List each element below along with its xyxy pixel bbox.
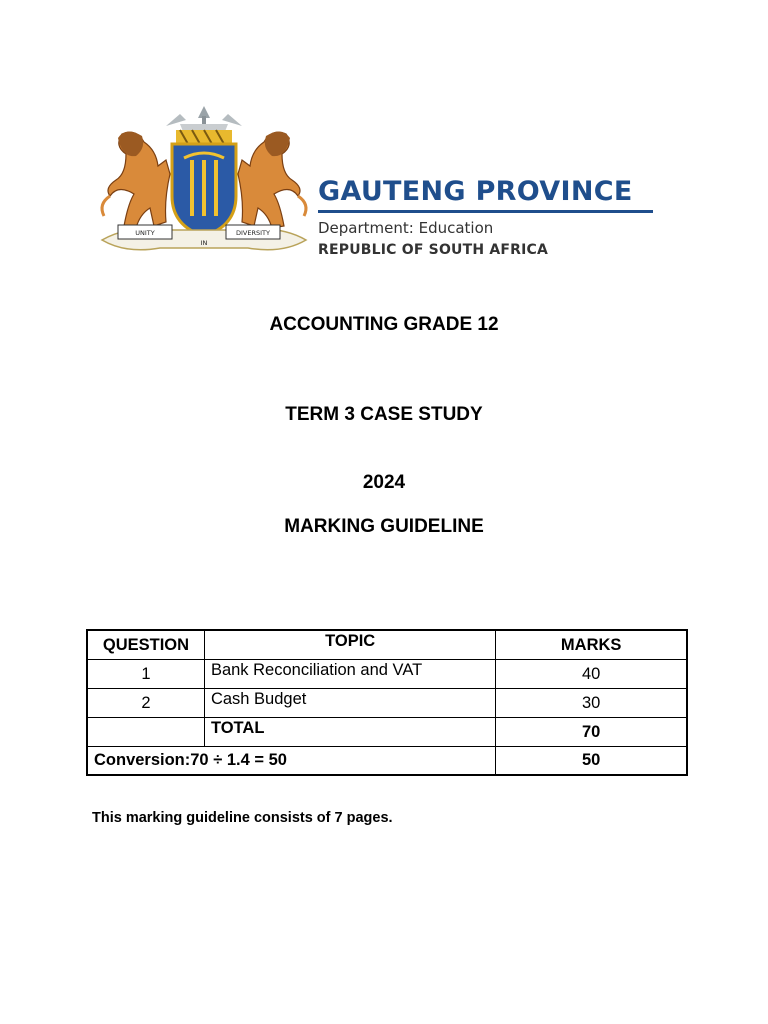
- country-name: REPUBLIC OF SOUTH AFRICA: [318, 242, 549, 258]
- question-marks: 30: [496, 689, 687, 718]
- table-row: [87, 660, 687, 689]
- total-empty-cell: [87, 718, 204, 747]
- province-name: GAUTENG PROVINCE: [318, 176, 633, 207]
- conversion-marks: 50: [496, 747, 687, 776]
- header-marks: MARKS: [496, 630, 687, 660]
- year-heading: 2024: [362, 472, 406, 493]
- document-header: [96, 104, 676, 264]
- table-row: [87, 689, 687, 718]
- header-topic: TOPIC: [204, 630, 495, 660]
- conversion-label: Conversion:70 ÷ 1.4 = 50: [87, 747, 496, 776]
- brand-divider: [318, 210, 653, 213]
- marks-table: [86, 629, 688, 776]
- crest-banner-in: IN: [200, 239, 208, 247]
- conversion-row: [87, 747, 687, 776]
- crest-banner-unity: UNITY: [135, 229, 155, 237]
- department-name: Department: Education: [318, 219, 494, 237]
- total-row: [87, 718, 687, 747]
- question-topic: Bank Reconciliation and VAT: [204, 660, 495, 689]
- document-type-heading: MARKING GUIDELINE: [284, 516, 484, 537]
- header-question: QUESTION: [87, 630, 204, 660]
- page-count-note: This marking guideline consists of 7 pages.: [92, 810, 393, 826]
- gauteng-coat-of-arms-logo: [96, 104, 312, 260]
- question-number: 1: [87, 660, 204, 689]
- total-marks: 70: [496, 718, 687, 747]
- question-marks: 40: [496, 660, 687, 689]
- question-number: 2: [87, 689, 204, 718]
- total-label: TOTAL: [204, 718, 495, 747]
- subject-heading: ACCOUNTING GRADE 12: [269, 314, 499, 335]
- crest-banner-diversity: DIVERSITY: [236, 229, 270, 237]
- term-heading: TERM 3 CASE STUDY: [285, 404, 483, 425]
- question-topic: Cash Budget: [204, 689, 495, 718]
- department-brand: [318, 176, 658, 259]
- table-header-row: [87, 630, 687, 660]
